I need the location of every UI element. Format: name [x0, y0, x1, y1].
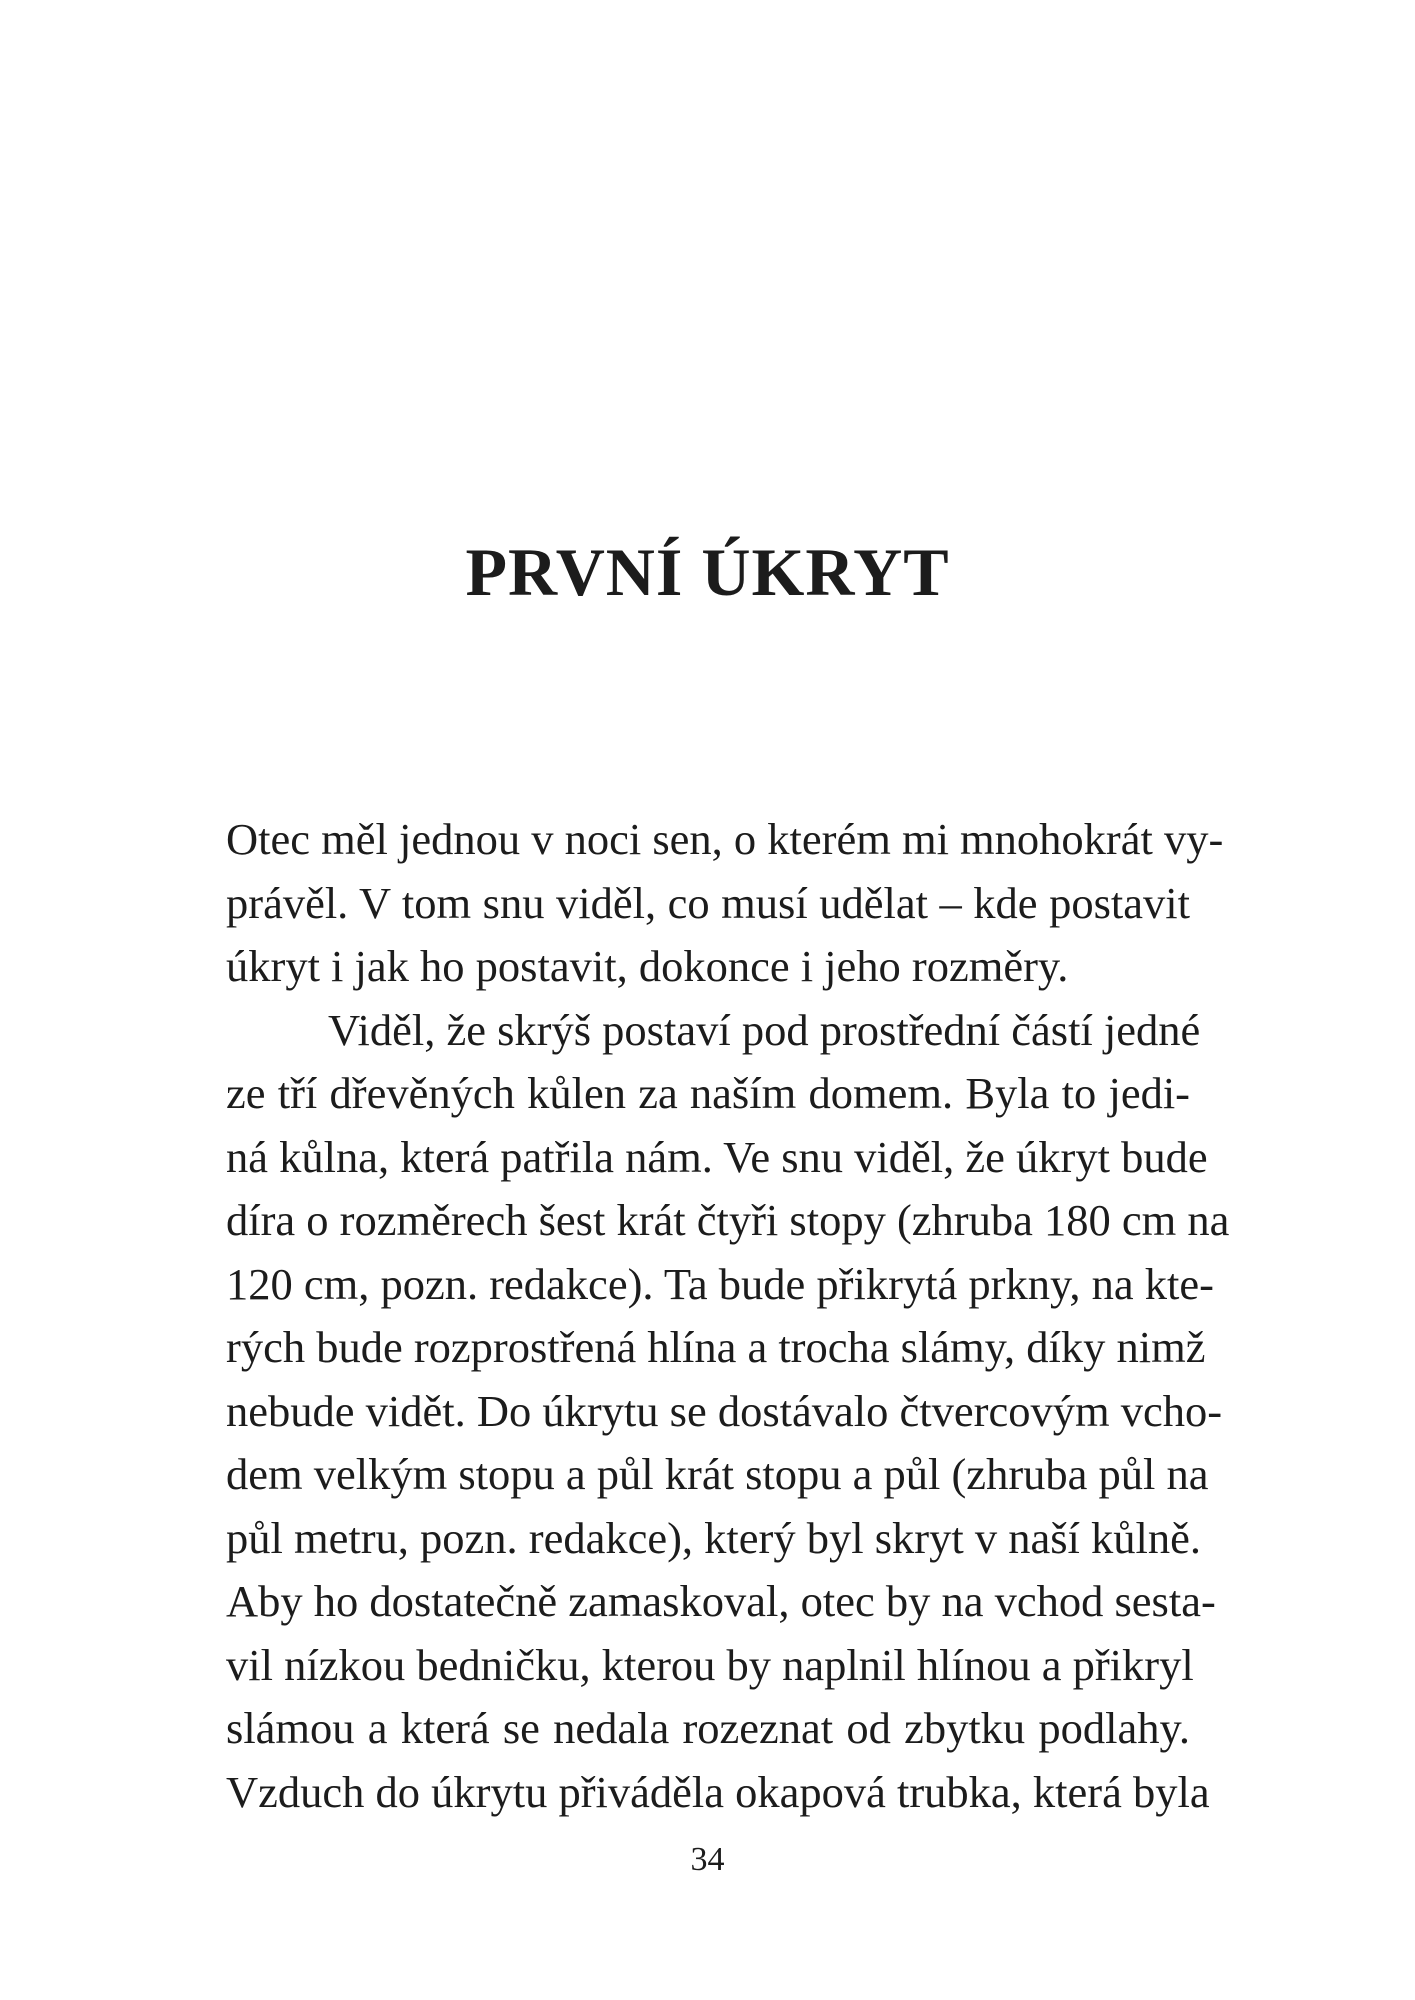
body-text: [226, 808, 1230, 1824]
text-line: půl metru, pozn. redakce), který byl skryt v naší kůlně.: [226, 1512, 1202, 1563]
text-line: Vzduch do úkrytu přiváděla okapová trubka, která byla: [226, 1766, 1210, 1817]
text-line: právěl. V tom snu viděl, co musí udělat – kde postavit: [226, 877, 1190, 928]
text-line: vil nízkou bedničku, kterou by naplnil hlínou a přikryl: [226, 1639, 1194, 1690]
text-line: Aby ho dostatečně zamaskoval, otec by na vchod sesta-: [226, 1576, 1216, 1626]
text-line: Viděl, že skrýš postaví pod prostřední částí jedné: [328, 1004, 1201, 1055]
text-line: dem velkým stopu a půl krát stopu a půl (zhruba půl na: [226, 1449, 1209, 1499]
text-line: Otec měl jednou v noci sen, o kterém mi mnohokrát vy-: [226, 814, 1224, 864]
text-line: slámou a která se nedala rozeznat od zbytku podlahy.: [226, 1703, 1190, 1753]
text-line: 120 cm, pozn. redakce). Ta bude přikrytá prkny, na kte-: [226, 1258, 1214, 1309]
text-line: rých bude rozprostřená hlína a trocha slámy, díky nimž: [226, 1322, 1206, 1372]
text-line: nebude vidět. Do úkrytu se dostávalo čtvercovým vcho-: [226, 1385, 1223, 1436]
text-line: úkryt i jak ho postavit, dokonce i jeho rozměry.: [226, 941, 1069, 991]
chapter-title: PRVNÍ ÚKRYT: [465, 534, 950, 610]
text-line: díra o rozměrech šest krát čtyři stopy (zhruba 180 cm na: [226, 1195, 1230, 1245]
text-line: ná kůlna, která patřila nám. Ve snu viděl, že úkryt bude: [226, 1131, 1208, 1182]
page-number: 34: [690, 1841, 725, 1878]
text-line: ze tří dřevěných kůlen za naším domem. Byla to jedi-: [226, 1068, 1190, 1118]
